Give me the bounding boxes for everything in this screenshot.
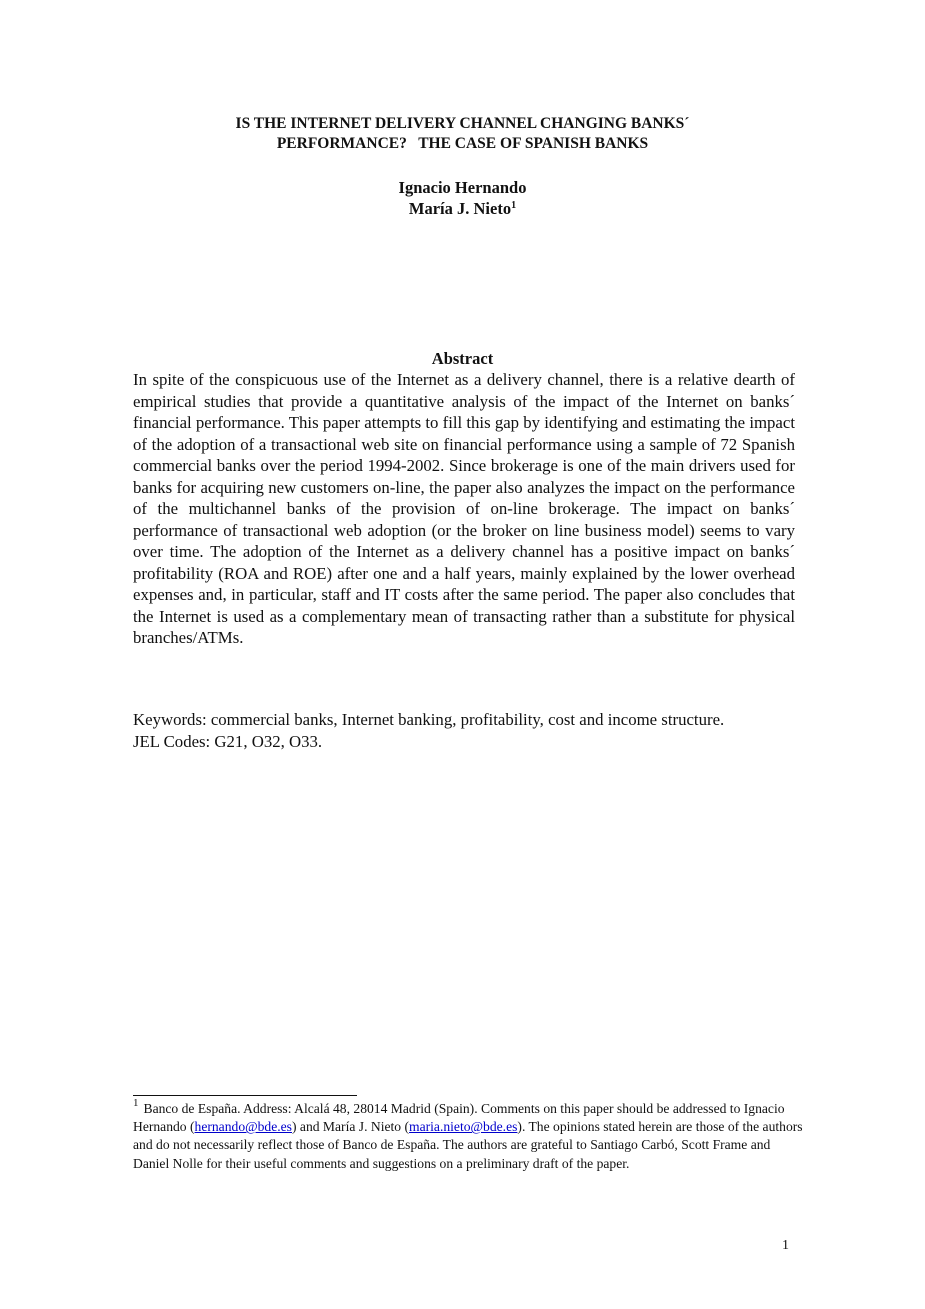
keywords-line: Keywords: commercial banks, Internet banking, profitability, cost and income structure. xyxy=(133,710,725,729)
footnote-text-2: ) and María J. Nieto ( xyxy=(291,1119,410,1135)
author-list xyxy=(0,177,925,219)
footnote-1 xyxy=(133,1097,803,1173)
email-link-hernando[interactable]: hernando@bde.es xyxy=(194,1119,292,1135)
footnote-mark: 1 xyxy=(133,1097,139,1109)
title-line-2: PERFORMANCE? THE CASE OF SPANISH BANKS xyxy=(276,135,649,152)
email-link-nieto[interactable]: maria.nieto@bde.es xyxy=(409,1119,518,1135)
abstract-heading: Abstract xyxy=(431,349,494,368)
footnote-text-3: ). The opinions stated herein are those of the authors and do not necessarily reflect those of Banco de España. The authors are grateful to Santiago Carbó, Scott Frame and Daniel Nolle for their useful comments and suggestions on a preliminary draft of the paper. xyxy=(133,1119,803,1171)
keywords-section xyxy=(133,709,813,752)
page-number: 1 xyxy=(782,1238,789,1253)
paper-title xyxy=(0,114,925,154)
title-line-1: IS THE INTERNET DELIVERY CHANNEL CHANGING BANKS´ xyxy=(235,115,690,132)
author-1: Ignacio Hernando xyxy=(398,178,527,197)
jel-codes-line: JEL Codes: G21, O32, O33. xyxy=(133,731,323,751)
abstract-body: In spite of the conspicuous use of the Internet as a delivery channel, there is a relative dearth of empirical studies that provide a quantitative analysis of the impact of the Internet on banks´ financial performance. This paper attempts to fill this gap by identifying and estimating the impact of the adoption of a transactional web site on financial performance using a sample of 72 Spanish commercial banks over the period 1994-2002. Since brokerage is one of the main drivers used for banks for acquiring new customers on-line, the paper also analyzes the impact on the performance of the multichannel banks of the provision of on-line brokerage. The impact on banks´ performance of transactional web adoption (or the broker on line business model) seems to vary over time. The adoption of the Internet as a delivery channel has a positive impact on banks´ profitability (ROA and ROE) after one and a half years, mainly explained by the lower overhead expenses and, in particular, staff and IT costs after the same period. The paper also concludes that the Internet is used as a complementary mean of transacting rather than a substitute for physical branches/ATMs. xyxy=(133,370,795,647)
author-2-footnote-mark: 1 xyxy=(511,200,517,211)
author-2 xyxy=(0,198,925,219)
author-2-name: María J. Nieto xyxy=(408,199,512,218)
footnote-divider xyxy=(133,1095,357,1096)
footnote-text-1: Banco de España. Address: Alcalá 48, 28014 Madrid (Spain). Comments on this paper should be addressed to Ignacio Hernando ( xyxy=(133,1101,785,1135)
